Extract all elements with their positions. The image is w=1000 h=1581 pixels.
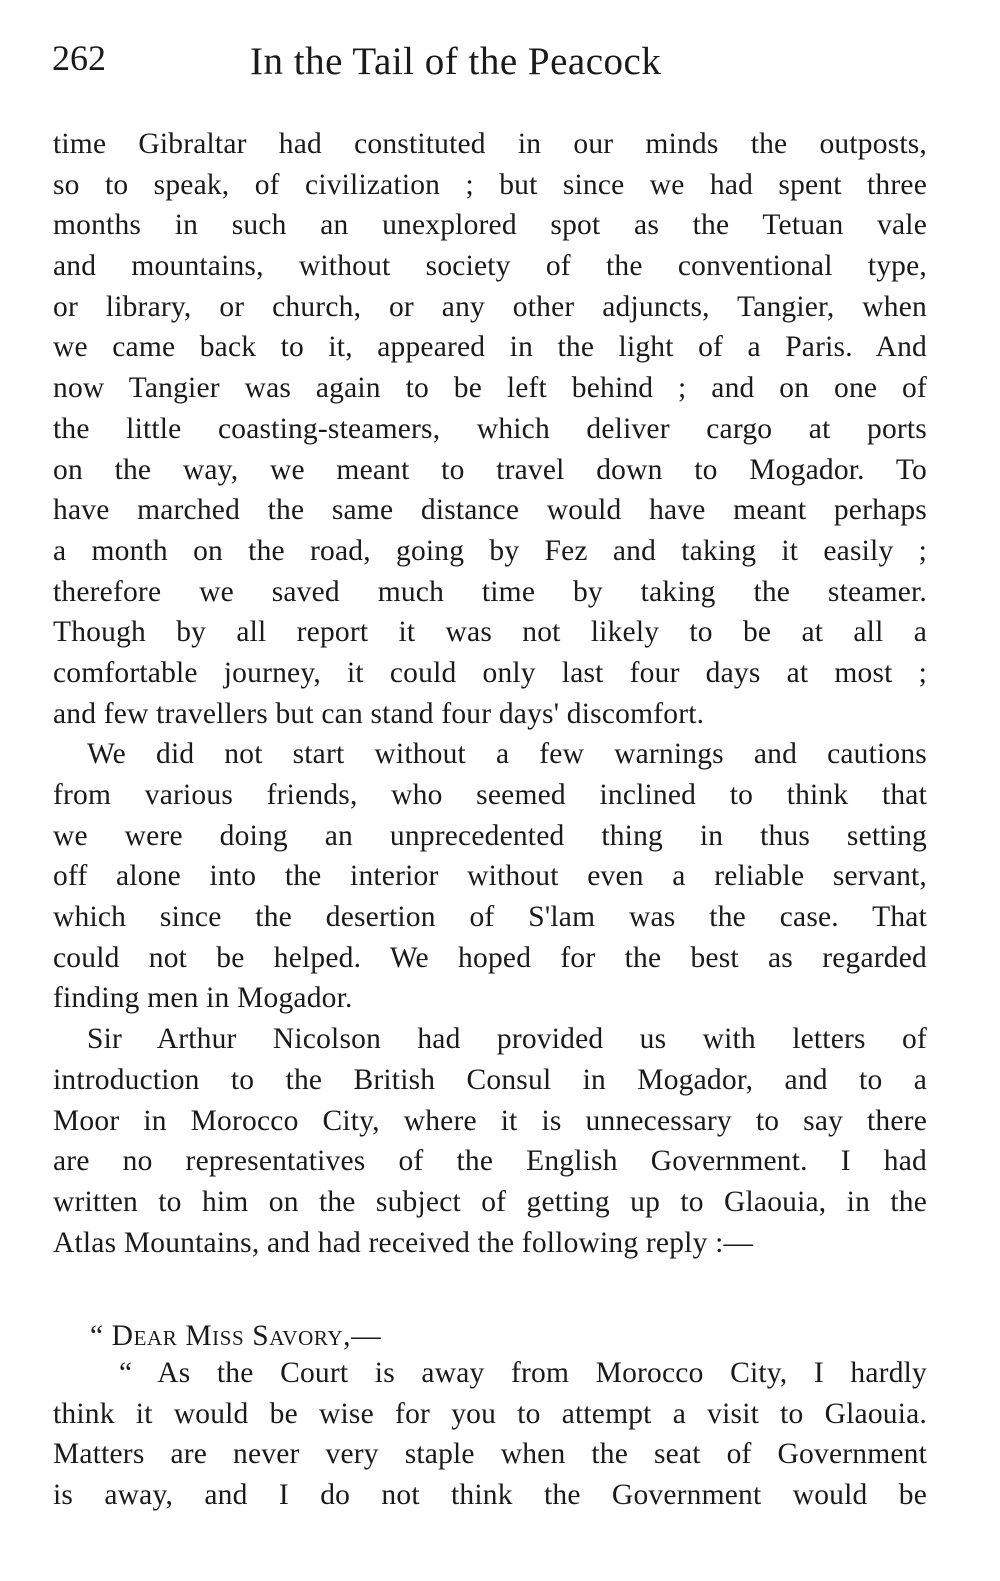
page-number: 262 bbox=[52, 38, 106, 78]
text-line: a month on the road, going by Fez and taking it easily ; bbox=[53, 534, 927, 567]
text-line: Moor in Morocco City, where it is unnecessary to say there bbox=[53, 1104, 927, 1137]
text-line: or library, or church, or any other adjuncts, Tangier, when bbox=[53, 290, 927, 323]
text-line: and few travellers but can stand four days' discomfort. bbox=[53, 697, 705, 730]
text-line: We did not start without a few warnings and cautions bbox=[87, 738, 927, 771]
text-line: Atlas Mountains, and had received the following reply :— bbox=[53, 1226, 754, 1259]
text-line: off alone into the interior without even a reliable servant, bbox=[53, 860, 927, 893]
paragraph-1 bbox=[53, 124, 927, 1263]
text-line: think it would be wise for you to attempt a visit to Glaouia. bbox=[53, 1397, 927, 1430]
text-line: Matters are never very staple when the seat of Government bbox=[53, 1438, 927, 1471]
text-line: the little coasting-steamers, which deliver cargo at ports bbox=[53, 412, 927, 445]
text-line: Sir Arthur Nicolson had provided us with letters of bbox=[87, 1023, 927, 1056]
running-title: In the Tail of the Peacock bbox=[250, 40, 662, 83]
letter-salutation: “ Dear Miss Savory,— bbox=[90, 1320, 382, 1352]
letter-body bbox=[53, 1353, 927, 1516]
text-line: we came back to it, appeared in the light of a Paris. And bbox=[53, 331, 927, 364]
text-line: from various friends, who seemed inclined to think that bbox=[53, 779, 927, 811]
text-line: Though by all report it was not likely to be at all a bbox=[53, 616, 927, 649]
text-line: months in such an unexplored spot as the Tetuan vale bbox=[53, 209, 927, 242]
text-line: introduction to the British Consul in Mogador, and to a bbox=[53, 1063, 927, 1096]
text-line: therefore we saved much time by taking the steamer. bbox=[53, 575, 927, 608]
text-line: could not be helped. We hoped for the best as regarded bbox=[53, 941, 927, 974]
text-line: time Gibraltar had constituted in our minds the outposts, bbox=[53, 128, 927, 160]
text-line: which since the desertion of S'lam was the case. That bbox=[53, 901, 927, 934]
text-line: now Tangier was again to be left behind ; and on one of bbox=[53, 372, 927, 405]
text-line: “ As the Court is away from Morocco City, I hardly bbox=[119, 1357, 927, 1389]
text-line: and mountains, without society of the conventional type, bbox=[53, 250, 927, 283]
text-line: we were doing an unprecedented thing in thus setting bbox=[53, 819, 927, 852]
text-line: is away, and I do not think the Government would be bbox=[53, 1479, 927, 1512]
text-line: have marched the same distance would have meant perhaps bbox=[53, 494, 927, 527]
text-line: written to him on the subject of getting up to Glaouia, in the bbox=[53, 1185, 927, 1218]
text-line: are no representatives of the English Government. I had bbox=[53, 1145, 927, 1178]
text-line: on the way, we meant to travel down to Mogador. To bbox=[53, 453, 927, 486]
text-line: so to speak, of civilization ; but since we had spent three bbox=[53, 168, 927, 201]
text-line: finding men in Mogador. bbox=[53, 982, 353, 1015]
text-line: comfortable journey, it could only last four days at most ; bbox=[53, 656, 927, 689]
